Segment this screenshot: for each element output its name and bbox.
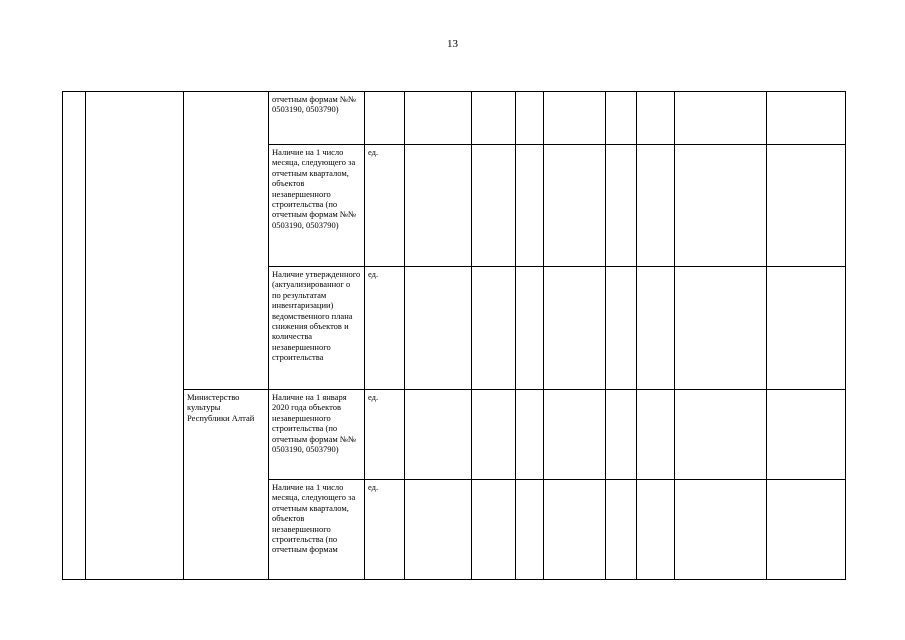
value-cell bbox=[516, 145, 544, 267]
unit-cell: ед. bbox=[365, 390, 405, 480]
value-cell bbox=[675, 92, 767, 145]
unit-cell bbox=[365, 92, 405, 145]
value-cell bbox=[606, 390, 637, 480]
value-cell bbox=[472, 390, 516, 480]
value-cell bbox=[637, 480, 675, 580]
value-cell bbox=[606, 267, 637, 390]
value-cell bbox=[472, 480, 516, 580]
value-cell bbox=[767, 92, 846, 145]
value-cell bbox=[472, 145, 516, 267]
value-cell bbox=[767, 145, 846, 267]
value-cell bbox=[675, 390, 767, 480]
value-cell bbox=[606, 480, 637, 580]
value-cell bbox=[675, 267, 767, 390]
value-cell bbox=[544, 145, 606, 267]
value-cell bbox=[472, 267, 516, 390]
value-cell bbox=[405, 267, 472, 390]
value-cell bbox=[472, 92, 516, 145]
value-cell bbox=[516, 390, 544, 480]
indicator-cell: Наличие на 1 число месяца, следующего за отчетным кварталом, объектов незавершенного строительства (по отчетным формам bbox=[269, 480, 365, 580]
value-cell bbox=[405, 92, 472, 145]
number-cell bbox=[63, 92, 86, 580]
indicator-cell: Наличие утвержденного (актуализированног о по результатам инвентаризации) ведомственного плана снижения объектов и количества незавершенного строительства bbox=[269, 267, 365, 390]
value-cell bbox=[544, 480, 606, 580]
value-cell bbox=[675, 480, 767, 580]
page-number: 13 bbox=[447, 38, 458, 50]
executor-cell bbox=[184, 92, 269, 390]
unit-cell: ед. bbox=[365, 480, 405, 580]
indicators-table bbox=[62, 91, 846, 580]
value-cell bbox=[516, 480, 544, 580]
indicator-cell: отчетным формам №№ 0503190, 0503790) bbox=[269, 92, 365, 145]
value-cell bbox=[675, 145, 767, 267]
indicator-cell: Наличие на 1 число месяца, следующего за отчетным кварталом, объектов незавершенного строительства (по отчетным формам №№ 0503190, 0503790) bbox=[269, 145, 365, 267]
table-row bbox=[63, 92, 846, 145]
value-cell bbox=[405, 480, 472, 580]
value-cell bbox=[767, 390, 846, 480]
value-cell bbox=[516, 92, 544, 145]
value-cell bbox=[637, 92, 675, 145]
indicator-cell: Наличие на 1 января 2020 года объектов незавершенного строительства (по отчетным формам №№ 0503190, 0503790) bbox=[269, 390, 365, 480]
goal-cell bbox=[86, 92, 184, 580]
unit-cell: ед. bbox=[365, 267, 405, 390]
value-cell bbox=[516, 267, 544, 390]
value-cell bbox=[606, 145, 637, 267]
value-cell bbox=[544, 267, 606, 390]
value-cell bbox=[405, 390, 472, 480]
value-cell bbox=[767, 267, 846, 390]
value-cell bbox=[767, 480, 846, 580]
unit-cell: ед. bbox=[365, 145, 405, 267]
value-cell bbox=[637, 267, 675, 390]
value-cell bbox=[606, 92, 637, 145]
value-cell bbox=[544, 390, 606, 480]
value-cell bbox=[405, 145, 472, 267]
value-cell bbox=[544, 92, 606, 145]
value-cell bbox=[637, 390, 675, 480]
ministry-cell: Министерство культуры Республики Алтай bbox=[184, 390, 269, 580]
value-cell bbox=[637, 145, 675, 267]
